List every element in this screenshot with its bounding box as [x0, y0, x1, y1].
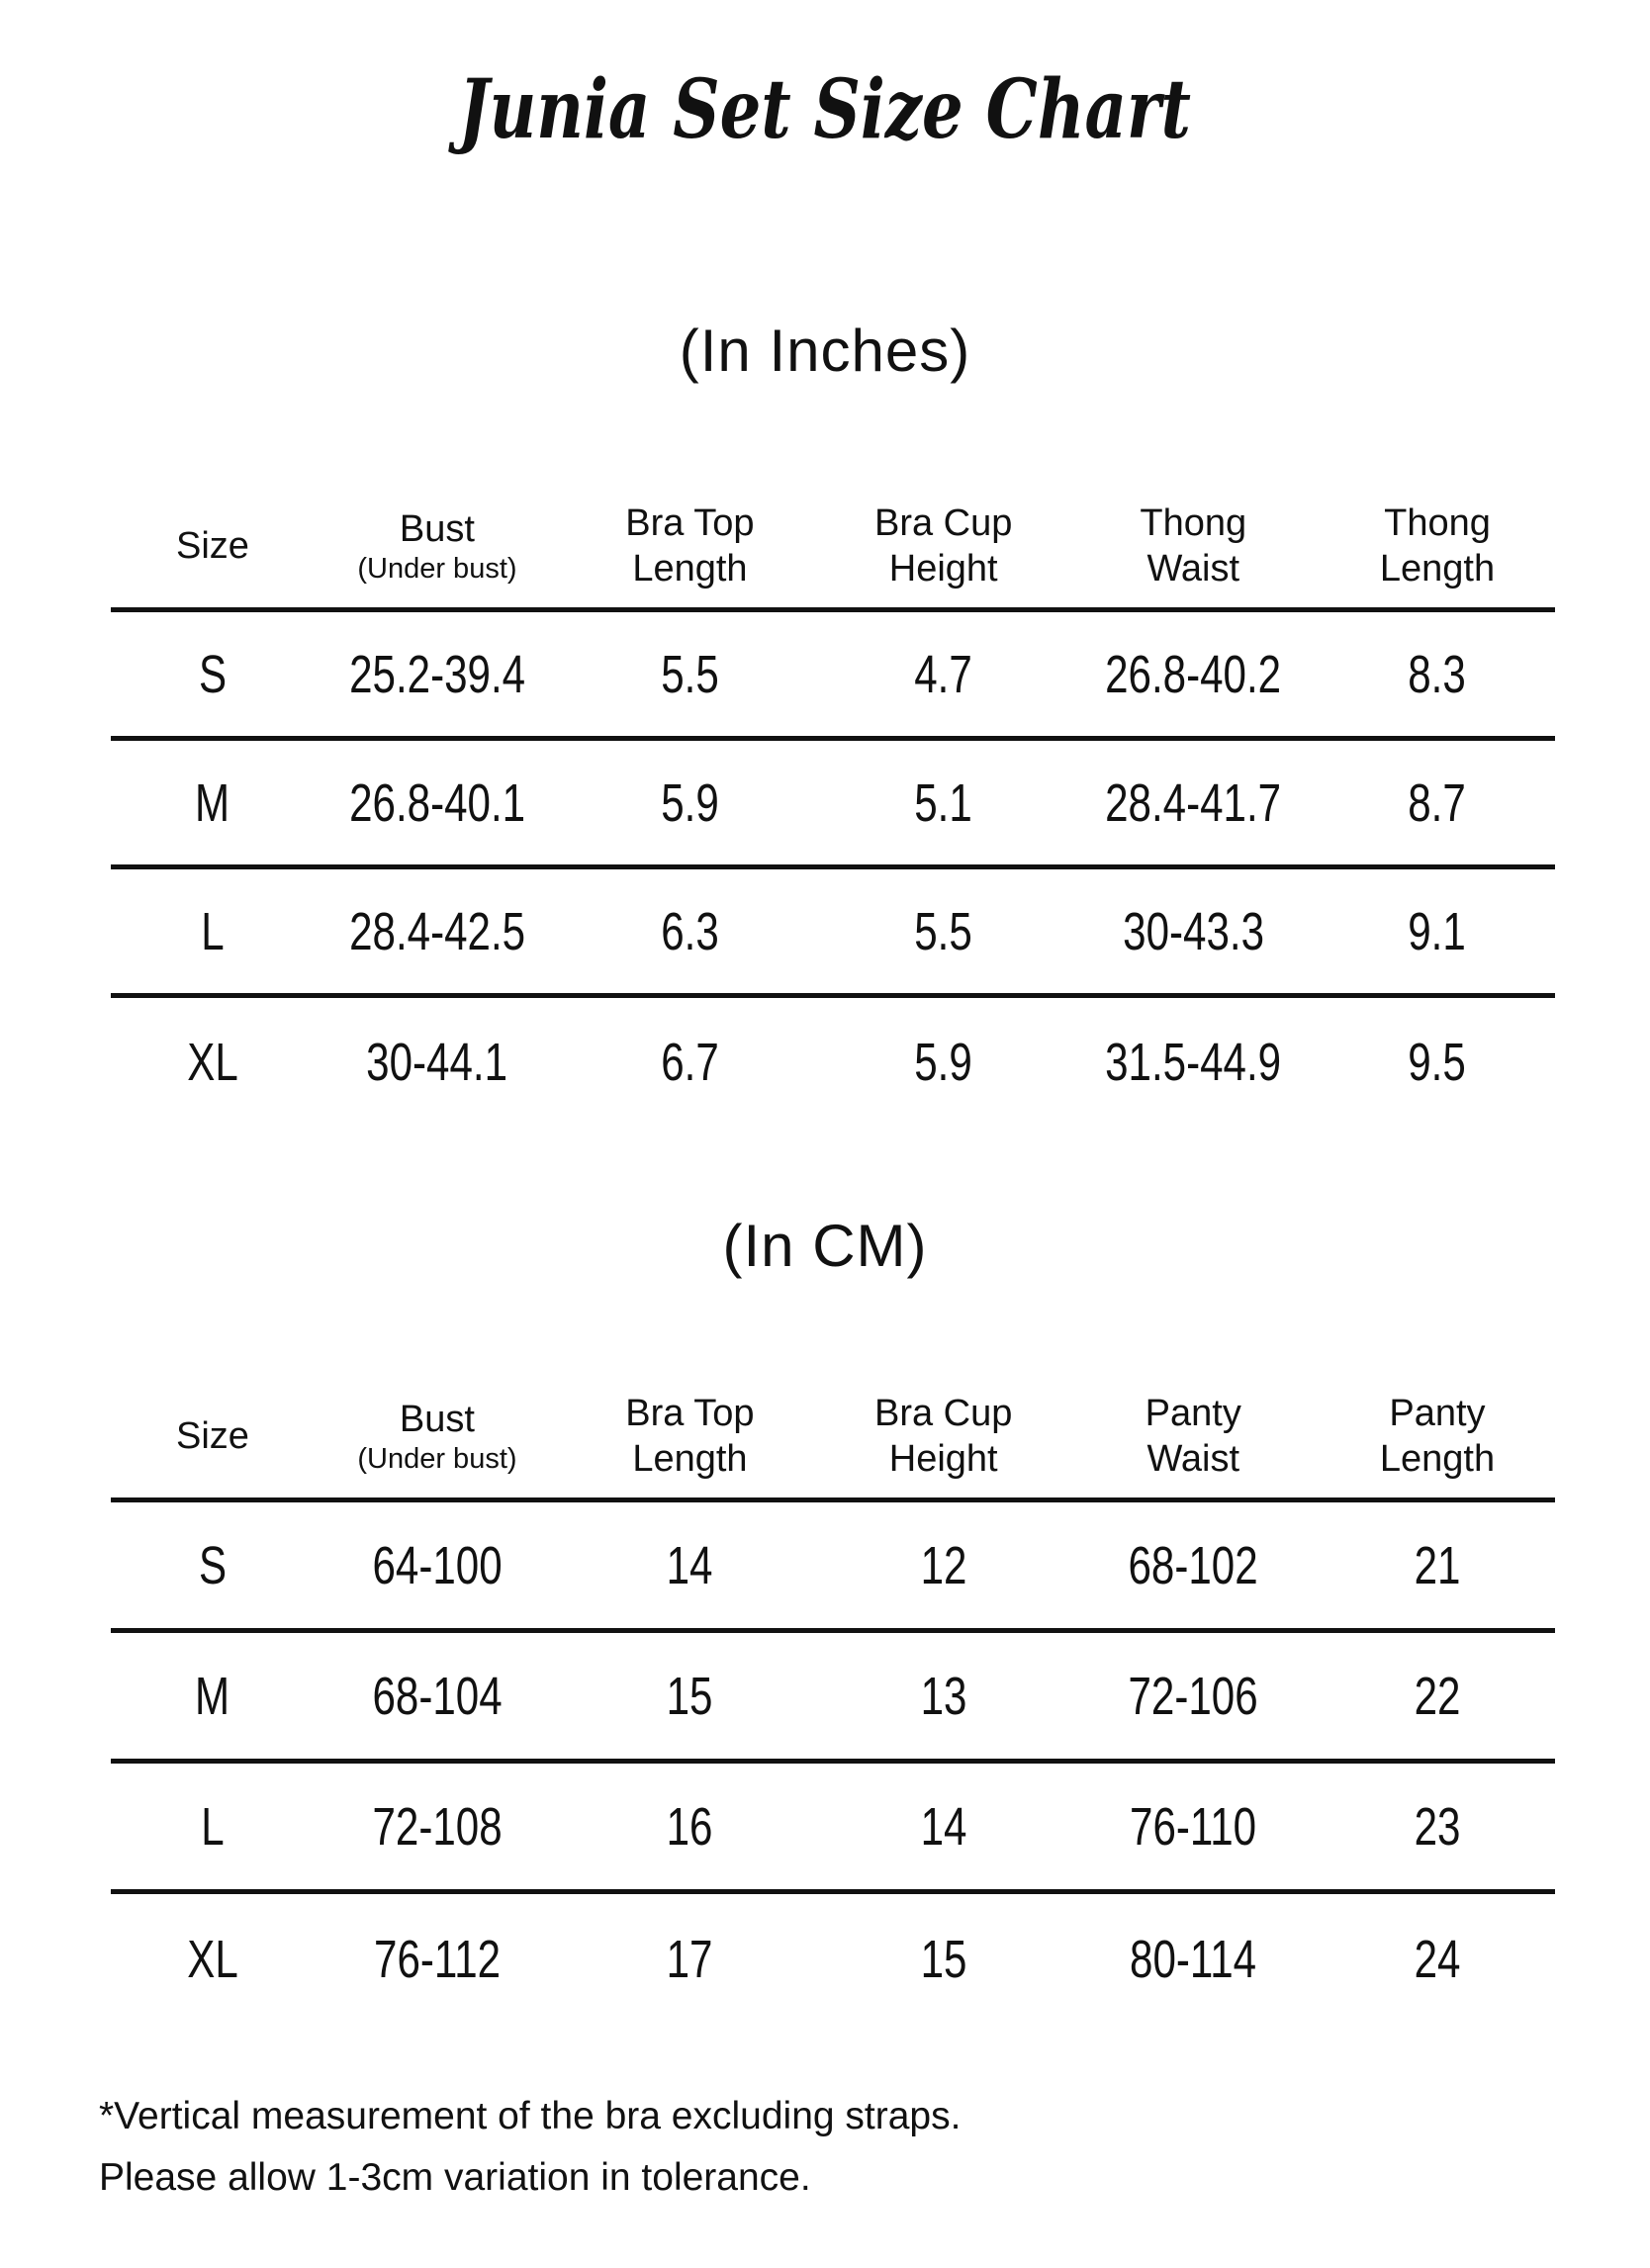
table-cell: 68-102 — [1128, 1535, 1258, 1595]
table-cell: 68-104 — [372, 1666, 503, 1726]
table-cell: 5.5 — [914, 901, 972, 961]
table-cell: 80-114 — [1130, 1930, 1257, 1990]
table-row-l — [111, 1764, 1555, 1894]
table-cell: 25.2-39.4 — [348, 644, 525, 704]
column-header-subtitle: (Under bust) — [357, 552, 517, 585]
inches-section-title: (In Inches) — [679, 318, 971, 385]
size-cell: XL — [187, 1033, 238, 1093]
table-row-xl — [111, 998, 1555, 1127]
column-header-size — [111, 523, 315, 583]
table-row-l — [111, 869, 1555, 998]
table-cell: 5.9 — [661, 772, 719, 833]
column-header-panty-waist: Panty Waist — [1145, 1392, 1241, 1481]
table-cell: 24 — [1414, 1930, 1461, 1990]
column-header-label: Thong — [1384, 501, 1491, 544]
table-cell: 23 — [1414, 1796, 1461, 1857]
table-cell: 9.1 — [1408, 901, 1467, 961]
table-cell: 15 — [667, 1666, 713, 1726]
table-cell: 4.7 — [914, 644, 972, 704]
column-header-size — [111, 1413, 315, 1473]
table-row-xl — [111, 1894, 1555, 2025]
size-cell: XL — [187, 1930, 238, 1990]
table-cell: 6.3 — [661, 901, 719, 961]
cm-section-title: (In CM) — [722, 1213, 928, 1280]
column-header-bust — [315, 506, 560, 599]
column-header-label: Bust — [399, 1399, 475, 1441]
table-cell: 5.1 — [914, 772, 972, 833]
table-cell: 64-100 — [372, 1535, 503, 1595]
size-cell: S — [198, 644, 227, 704]
column-header-bra-cup-height: Bra Cup Height — [873, 501, 1013, 590]
size-cell: M — [195, 772, 230, 833]
table-cell: 14 — [667, 1535, 713, 1595]
column-header-panty-length: Panty Length — [1379, 1392, 1496, 1481]
footnote-tolerance: Please allow 1-3cm variation in tolerance. — [99, 2155, 811, 2199]
table-cell: 8.7 — [1408, 772, 1467, 833]
table-cell: 76-110 — [1130, 1796, 1257, 1857]
size-cell: S — [198, 1535, 227, 1595]
table-cell: 16 — [667, 1796, 713, 1857]
table-cell: 14 — [920, 1796, 967, 1857]
table-row-m — [111, 1633, 1555, 1764]
table-row-s — [111, 612, 1555, 741]
column-header-label: Size — [175, 1415, 249, 1457]
table-cell: 28.4-41.7 — [1105, 772, 1282, 833]
table-row-s — [111, 1502, 1555, 1633]
size-cell: L — [201, 901, 225, 961]
column-header-thong-length: Thong Length — [1379, 501, 1496, 590]
inches-header-row — [111, 499, 1555, 612]
table-cell: 21 — [1414, 1535, 1461, 1595]
size-cell: M — [195, 1666, 230, 1726]
table-cell: 17 — [667, 1930, 713, 1990]
column-header-label: Size — [175, 525, 249, 567]
table-cell: 28.4-42.5 — [348, 901, 525, 961]
table-cell: 22 — [1414, 1666, 1461, 1726]
table-cell: 76-112 — [373, 1930, 501, 1990]
column-header-label: Bra Cup — [873, 501, 1013, 544]
table-row-m — [111, 741, 1555, 869]
column-header-bra-top-length: Bra Top Length — [625, 501, 755, 590]
column-header-bra-cup-height: Bra Cup Height — [873, 1392, 1013, 1481]
column-header-bra-top-length: Bra Top Length — [625, 1392, 755, 1481]
size-cell: L — [201, 1796, 225, 1857]
table-cell: 72-106 — [1128, 1666, 1258, 1726]
table-cell: 26.8-40.2 — [1105, 644, 1282, 704]
table-cell: 8.3 — [1408, 644, 1467, 704]
table-cell: 30-44.1 — [366, 1033, 508, 1093]
inches-table — [111, 499, 1555, 1127]
footnotes — [99, 2086, 1650, 2208]
table-cell: 15 — [920, 1930, 967, 1990]
column-header-subtitle: (Under bust) — [357, 1442, 517, 1475]
column-header-bust — [315, 1397, 560, 1490]
column-header-label: Bra Cup — [873, 1392, 1013, 1434]
table-cell: 5.9 — [914, 1033, 972, 1093]
page-title-text: Junia Set Size Chart — [458, 62, 1192, 157]
column-header-label: Panty — [1389, 1392, 1486, 1434]
column-header-label: Thong — [1140, 501, 1247, 544]
table-cell: 31.5-44.9 — [1105, 1033, 1282, 1093]
footnote-straps: *Vertical measurement of the bra excluding straps. — [99, 2095, 962, 2138]
cm-table — [111, 1389, 1555, 2025]
table-cell: 30-43.3 — [1122, 901, 1264, 961]
table-cell: 26.8-40.1 — [348, 772, 525, 833]
table-cell: 9.5 — [1408, 1033, 1467, 1093]
page-title — [0, 0, 1650, 157]
column-header-label: Bra Top — [625, 1392, 755, 1434]
column-header-label: Panty — [1145, 1392, 1241, 1434]
table-cell: 5.5 — [661, 644, 719, 704]
cm-header-row — [111, 1389, 1555, 1502]
table-cell: 6.7 — [661, 1033, 719, 1093]
column-header-label: Bra Top — [625, 501, 755, 544]
column-header-label: Bust — [399, 508, 475, 551]
table-cell: 72-108 — [372, 1796, 503, 1857]
table-cell: 13 — [920, 1666, 967, 1726]
table-cell: 12 — [920, 1535, 967, 1595]
column-header-thong-waist: Thong Waist — [1140, 501, 1247, 590]
